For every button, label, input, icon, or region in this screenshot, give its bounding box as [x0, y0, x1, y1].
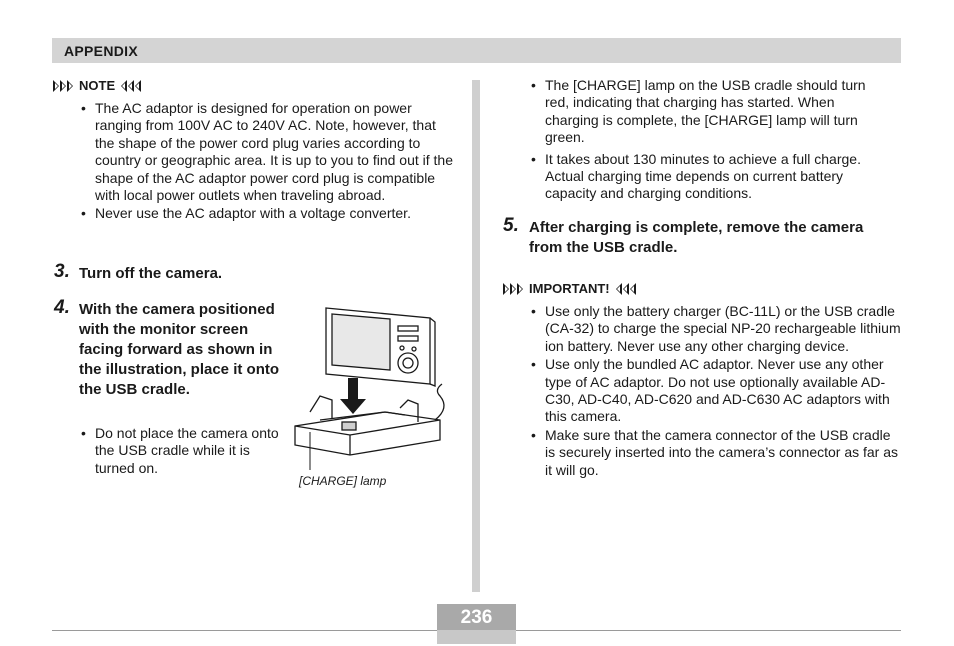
arrows-left-icon: [615, 283, 636, 295]
list-item: • Make sure that the camera connector of the USB cradle is securely inserted into the camera’s connector as far as it will go.: [531, 427, 903, 479]
list-item: • Do not place the camera onto the USB cradle while it is turned on.: [81, 425, 281, 477]
important-label: IMPORTANT!: [529, 281, 610, 296]
note-heading: [53, 78, 141, 93]
page-number-tab: [437, 630, 516, 644]
step-text: Turn off the camera.: [79, 265, 223, 282]
usb-cradle: [295, 384, 444, 455]
camera-cradle-illustration: [290, 300, 455, 475]
camera-icon: [326, 308, 435, 386]
down-arrow-icon: [340, 378, 366, 414]
page-number: 236: [437, 604, 516, 630]
arrows-right-icon: [503, 283, 524, 295]
step-number: 5.: [503, 215, 519, 236]
step-text: With the camera positioned with the monitor screen facing forward as shown in the illustration, place it onto the USB cradle.: [79, 301, 280, 398]
step-number: 4.: [54, 297, 70, 318]
step-number: 3.: [54, 261, 70, 282]
list-item: • Never use the AC adaptor with a voltage converter.: [81, 205, 455, 222]
arrows-right-icon: [53, 80, 74, 92]
list-item: • It takes about 130 minutes to achieve a full charge. Actual charging time depends on current battery capacity and charging conditions.: [531, 151, 891, 203]
step4-notes: [81, 425, 281, 478]
important-list: [531, 303, 903, 480]
charge-lamp-caption: [CHARGE] lamp: [299, 474, 387, 488]
section-title: APPENDIX: [64, 43, 138, 59]
header-bar: [52, 38, 901, 63]
column-divider: [472, 80, 480, 592]
step-text: After charging is complete, remove the camera from the USB cradle.: [529, 219, 864, 256]
list-item: • The [CHARGE] lamp on the USB cradle should turn red, indicating that charging has started. When charging is complete, the [CHARGE] lamp will turn green.: [531, 77, 891, 147]
page-number-box: [437, 604, 516, 644]
important-heading: [503, 281, 636, 296]
list-item: • Use only the battery charger (BC-11L) or the USB cradle (CA-32) to charge the special NP-20 rechargeable lithium ion battery. Never use any other charging device.: [531, 303, 903, 355]
note-label: NOTE: [79, 78, 116, 93]
list-item: • The AC adaptor is designed for operation on power ranging from 100V AC to 240V AC. Note, however, that the shape of the power cord plug varies according to country or geographic area. It is up to you to find out if the shape of the AC adaptor power cord plug is compatible with local power outlets when traveling abroad.: [81, 100, 455, 204]
charging-notes: [531, 77, 891, 204]
list-item: • Use only the bundled AC adaptor. Never use any other type of AC adaptor. Do not use optionally available AD-C30, AD-C40, AD-C620 and AD-C630 AC adaptors with this camera.: [531, 356, 903, 426]
note-list: [81, 100, 455, 224]
arrows-left-icon: [120, 80, 141, 92]
